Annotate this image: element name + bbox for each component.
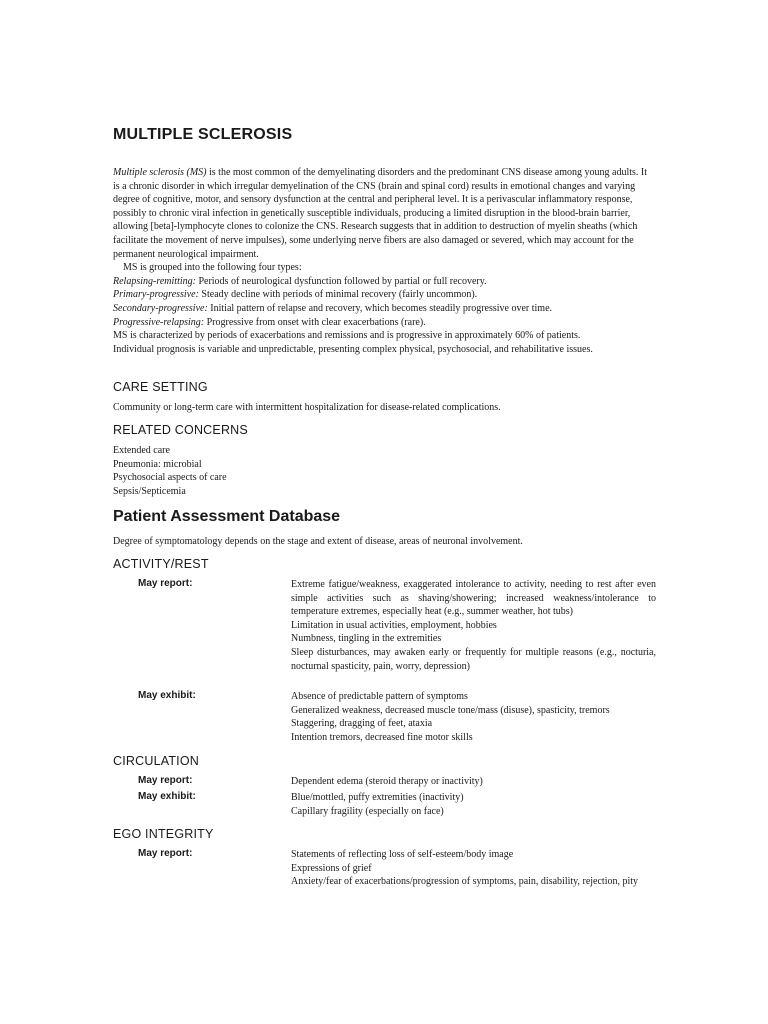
list-item: Intention tremors, decreased fine motor skills bbox=[291, 731, 473, 743]
list-item: Blue/mottled, puffy extremities (inactivity) bbox=[291, 792, 464, 803]
list-item: Psychosocial aspects of care bbox=[113, 472, 227, 484]
circulation-report-content bbox=[291, 775, 656, 789]
list-item: Staggering, dragging of feet, ataxia bbox=[291, 718, 433, 730]
list-item: Statements of reflecting loss of self-esteem/body image bbox=[291, 849, 514, 860]
list-item: Capillary fragility (especially on face) bbox=[291, 805, 444, 817]
list-item: Extended care bbox=[113, 445, 170, 456]
type-desc: Progressive from onset with clear exacerbations (rare). bbox=[204, 316, 426, 328]
list-item: Sleep disturbances, may awaken early or frequently for multiple reasons (e.g., nocturia, nocturnal spasticity, pain, worry, depression) bbox=[291, 646, 656, 672]
list-item: Pneumonia: microbial bbox=[113, 458, 202, 470]
may-report-label: May report: bbox=[138, 848, 193, 859]
closing-line: MS is characterized by periods of exacerbations and remissions and is progressive in approximately 60% of patients. bbox=[113, 330, 581, 342]
list-item: Numbness, tingling in the extremities bbox=[291, 633, 442, 645]
may-exhibit-label: May exhibit: bbox=[138, 791, 196, 802]
intro-term: Multiple sclerosis (MS) bbox=[113, 167, 207, 178]
related-concerns-heading: RELATED CONCERNS bbox=[113, 423, 248, 437]
type-desc: Periods of neurological dysfunction followed by partial or full recovery. bbox=[195, 275, 487, 287]
list-item: Limitation in usual activities, employment, hobbies bbox=[291, 619, 497, 631]
list-item: Absence of predictable pattern of symptoms bbox=[291, 691, 468, 702]
may-report-label: May report: bbox=[138, 775, 193, 786]
activity-report-content bbox=[291, 578, 656, 673]
intro-section bbox=[113, 166, 656, 356]
activity-exhibit-content bbox=[291, 690, 656, 744]
ego-integrity-heading: EGO INTEGRITY bbox=[113, 827, 214, 841]
list-item: Dependent edema (steroid therapy or inactivity) bbox=[291, 776, 483, 787]
database-text: Degree of symptomatology depends on the stage and extent of disease, areas of neuronal involvement. bbox=[113, 536, 523, 547]
types-intro: MS is grouped into the following four types: bbox=[123, 262, 302, 274]
list-item: Extreme fatigue/weakness, exaggerated intolerance to activity, needing to rest after even simple activities such as shaving/showering; increased weakness/intolerance to temperature extremes, especially heat (e.g., summer weather, hot tubs) bbox=[291, 579, 656, 618]
page-title: MULTIPLE SCLEROSIS bbox=[113, 126, 293, 143]
may-exhibit-label: May exhibit: bbox=[138, 690, 196, 701]
intro-text: is the most common of the demyelinating disorders and the predominant CNS disease among young adults. It is a chronic disorder in which irregular demyelination of the CNS (brain and spinal cord) results in emotional changes and varying degree of cognitive, motor, and sensory dysfunction at the central and peripheral level. It is a perivascular inflammatory response, possibly to chronic viral infection in genetically susceptible individuals, producing a limited disruption in the blood-brain barrier, allowing [beta]-lymphocyte clones to colonize the CNS. Research suggests that in addition to destruction of myelin sheaths (which facilitate the movement of nerve impulses), some underlying nerve fibers are also damaged or severed, which may account for the permanent neurological impairment. bbox=[113, 167, 647, 260]
intro-paragraph bbox=[113, 166, 656, 261]
circulation-heading: CIRCULATION bbox=[113, 754, 200, 768]
type-desc: Steady decline with periods of minimal recovery (fairly uncommon). bbox=[198, 289, 478, 301]
circulation-exhibit-content bbox=[291, 791, 656, 818]
type-item bbox=[113, 316, 656, 330]
related-concerns-list bbox=[113, 444, 656, 498]
type-name: Primary-progressive: bbox=[113, 289, 199, 301]
list-item: Generalized weakness, decreased muscle tone/mass (disuse), spasticity, tremors bbox=[291, 704, 610, 716]
type-item bbox=[113, 302, 656, 316]
may-report-label: May report: bbox=[138, 578, 193, 589]
type-name: Secondary-progressive: bbox=[113, 302, 208, 314]
list-item: Anxiety/fear of exacerbations/progression of symptoms, pain, disability, rejection, pity bbox=[291, 876, 639, 888]
care-setting-heading: CARE SETTING bbox=[113, 380, 208, 394]
list-item: Expressions of grief bbox=[291, 862, 372, 874]
type-name: Relapsing-remitting: bbox=[113, 275, 196, 287]
closing-line: Individual prognosis is variable and unpredictable, presenting complex physical, psychosocial, and rehabilitative issues. bbox=[113, 343, 593, 355]
type-name: Progressive-relapsing: bbox=[113, 316, 205, 328]
list-item: Sepsis/Septicemia bbox=[113, 485, 186, 497]
type-item bbox=[113, 288, 656, 302]
type-desc: Initial pattern of relapse and recovery, which becomes steadily progressive over time. bbox=[207, 302, 553, 314]
type-item bbox=[113, 275, 656, 289]
database-heading: Patient Assessment Database bbox=[113, 508, 341, 525]
ego-report-content bbox=[291, 848, 656, 889]
care-setting-text: Community or long-term care with intermittent hospitalization for disease-related complications. bbox=[113, 402, 501, 413]
activity-rest-heading: ACTIVITY/REST bbox=[113, 557, 209, 571]
